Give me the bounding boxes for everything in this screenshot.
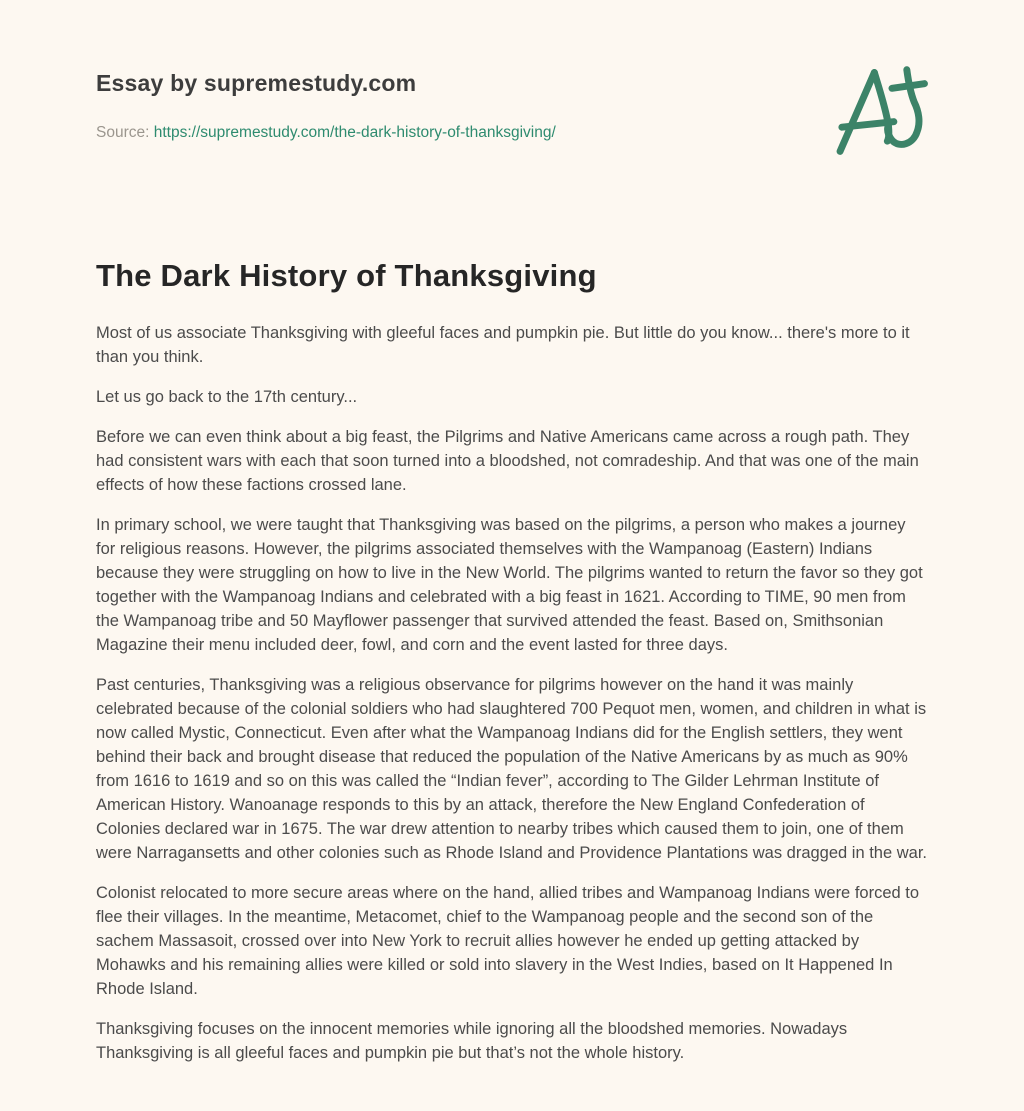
source-url-link[interactable]: https://supremestudy.com/the-dark-history-of-thanksgiving/ xyxy=(153,124,556,141)
page-title: Essay by supremestudy.com xyxy=(96,70,417,96)
paragraph-6: Colonist relocated to more secure areas where on the hand, allied tribes and Wampanoag Indians were forced to flee their villages. In the meantime, Metacomet, chief to the Wampanoag people and the second son of the sachem Massasoit, crossed over into New York to recruit allies however he ended up getting attacked by Mohawks and his remaining allies were killed or sold into slavery in the West Indies, based on It Happened In Rhode Island. xyxy=(96,884,920,998)
paragraph-2: Let us go back to the 17th century... xyxy=(96,388,358,406)
source-line xyxy=(96,124,928,142)
source-label: Source: xyxy=(96,124,150,141)
paragraph-1: Most of us associate Thanksgiving with gleeful faces and pumpkin pie. But little do you know... there's more to it than you think. xyxy=(96,324,910,366)
paragraph-5: Past centuries, Thanksgiving was a religious observance for pilgrims however on the hand it was mainly celebrated because of the colonial soldiers who had slaughtered 700 Pequot men, women, and children in what is now called Mystic, Connecticut. Even after what the Wampanoag Indians did for the English settlers, they went behind their back and brought disease that reduced the population of the Native Americans by as much as 90% from 1616 to 1619 and so on this was called the “Indian fever”, according to The Gilder Lehrman Institute of American History. Wanoanage responds to this by an attack, therefore the New England Confederation of Colonies declared war in 1675. The war drew attention to nearby tribes which caused them to join, one of them were Narragansetts and other colonies such as Rhode Island and Providence Plantations was dragged in the war. xyxy=(96,676,928,862)
a-plus-logo xyxy=(828,56,930,166)
paragraph-3: Before we can even think about a big feast, the Pilgrims and Native Americans came across a rough path. They had consistent wars with each that soon turned into a bloodshed, not comradeship. And that was one of the main effects of how these factions crossed lane. xyxy=(96,428,919,494)
article-title: The Dark History of Thanksgiving xyxy=(96,258,597,293)
a-plus-logo-icon xyxy=(828,56,930,166)
paragraph-7: Thanksgiving focuses on the innocent memories while ignoring all the bloodshed memories. Nowadays Thanksgiving is all gleeful faces and pumpkin pie but that’s not the whole history. xyxy=(96,1020,848,1062)
paragraph-4: In primary school, we were taught that Thanksgiving was based on the pilgrims, a person who makes a journey for religious reasons. However, the pilgrims associated themselves with the Wampanoag (Eastern) Indians because they were struggling on how to live in the New World. The pilgrims wanted to return the favor so they got together with the Wampanoag Indians and celebrated with a big feast in 1621. According to TIME, 90 men from the Wampanoag tribe and 50 Mayflower passenger that survived attended the feast. Based on, Smithsonian Magazine their menu included deer, fowl, and corn and the event lasted for three days. xyxy=(96,516,923,654)
